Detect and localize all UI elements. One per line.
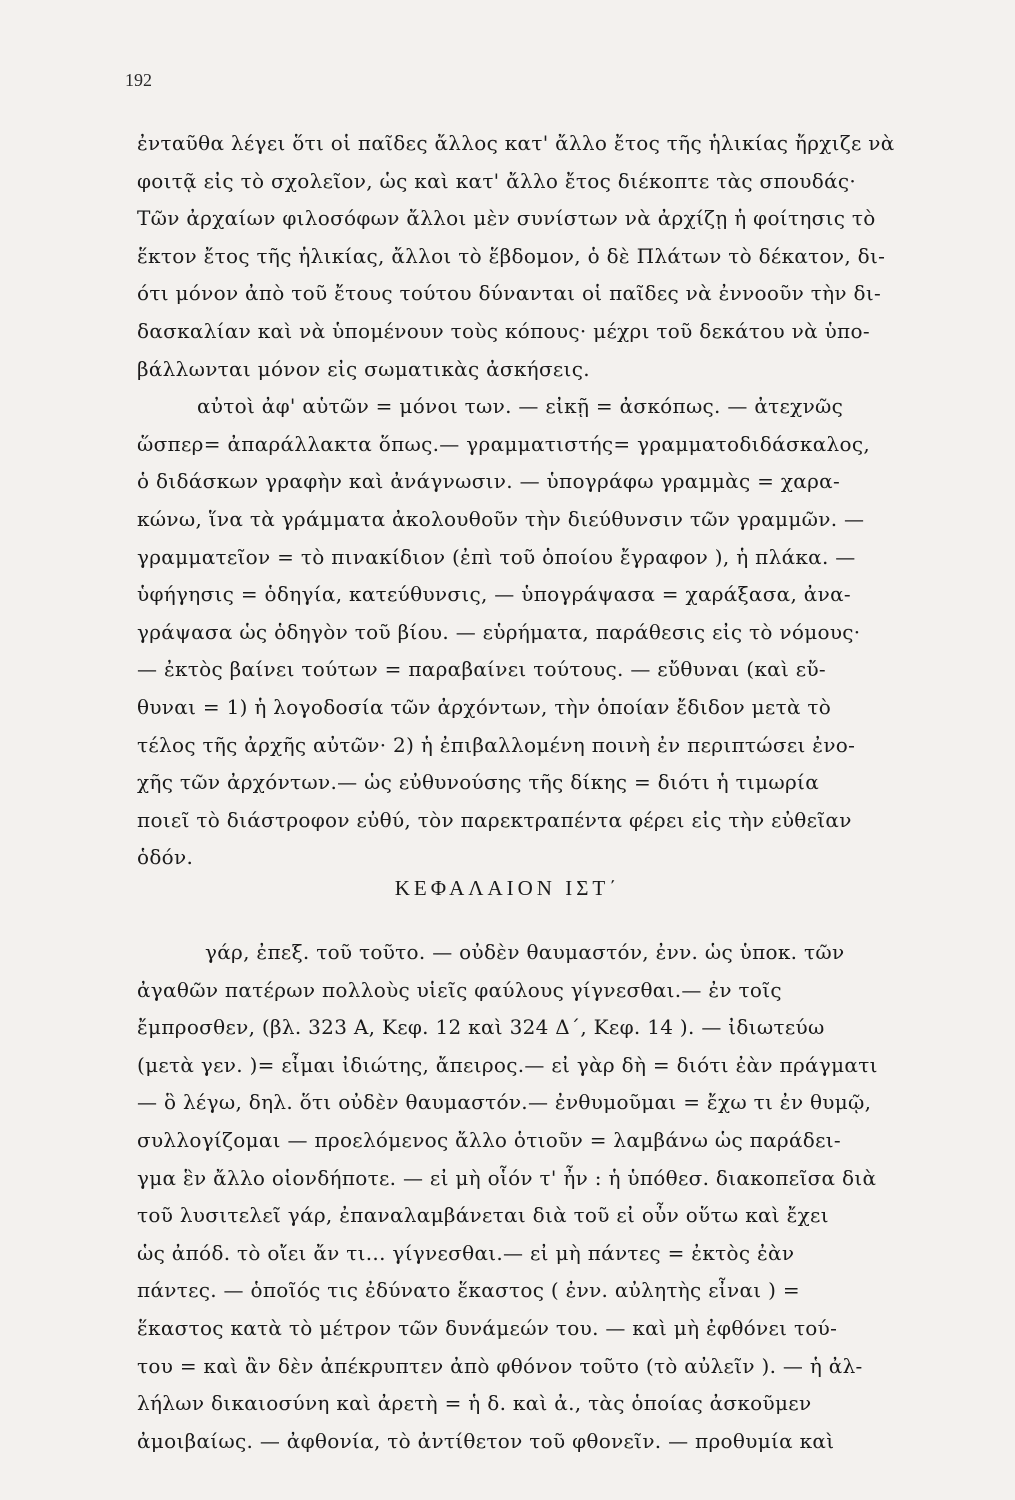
chapter-heading: ΚΕΦΑΛΑΙΟΝ ΙΣΤ΄ bbox=[394, 876, 621, 900]
text-line: ἕκαστος κατὰ τὸ μέτρον τῶν δυνάμεών του. — καὶ μὴ ἐφθόνει τού- bbox=[137, 1315, 838, 1340]
text-line: ὁ διδάσκων γραφὴν καὶ ἀνάγνωσιν. — ὑπογράφω γραμμὰς = χαρα- bbox=[137, 469, 841, 494]
text-line: ὑφήγησις = ὁδηγία, κατεύθυνσις, — ὑπογράψασα = χαράξασα, ἀνα- bbox=[137, 582, 851, 607]
text-line: ἕκτον ἔτος τῆς ἡλικίας, ἄλλοι τὸ ἕβδομον, ὁ δὲ Πλάτων τὸ δέκατον, δι- bbox=[137, 243, 886, 268]
text-line: Τῶν ἀρχαίων φιλοσόφων ἄλλοι μὲν συνίστων νὰ ἀρχίζῃ ἡ φοίτησις τὸ bbox=[137, 206, 876, 231]
text-line: δασκαλίαν καὶ νὰ ὑπομένουν τοὺς κόπους· μέχρι τοῦ δεκάτου νὰ ὑπο- bbox=[137, 318, 870, 343]
text-line: — ὃ λέγω, δηλ. ὅτι οὐδὲν θαυμαστόν.— ἐνθυμοῦμαι = ἔχω τι ἐν θυμῷ, bbox=[137, 1090, 872, 1115]
text-line: λήλων δικαιοσύνη καὶ ἀρετὴ = ἡ δ. καὶ ἀ., τὰς ὁποίας ἀσκοῦμεν bbox=[137, 1391, 812, 1416]
commentary-section-1 bbox=[137, 125, 997, 877]
text-line: ὁδόν. bbox=[137, 845, 194, 870]
text-line: ποιεῖ τὸ διάστροφον εὐθύ, τὸν παρεκτραπέντα φέρει εἰς τὴν εὐθεῖαν bbox=[137, 807, 852, 832]
commentary-section-2 bbox=[137, 934, 997, 1460]
text-line: ἔμπροσθεν, (βλ. 323 Α, Κεφ. 12 καὶ 324 Δ΄, Κεφ. 14 ). — ἰδιωτεύω bbox=[137, 1015, 825, 1040]
text-line: γάρ, ἐπεξ. τοῦ τοῦτο. — οὐδὲν θαυμαστόν, ἐνν. ὡς ὑποκ. τῶν bbox=[205, 940, 845, 964]
page-number: 192 bbox=[125, 70, 152, 90]
text-line: τοῦ λυσιτελεῖ γάρ, ἐπαναλαμβάνεται διὰ τοῦ εἰ οὖν οὕτω καὶ ἔχει bbox=[137, 1203, 829, 1228]
text-line: αὐτοὶ ἀφ' αὑτῶν = μόνοι των. — εἰκῇ = ἀσκόπως. — ἀτεχνῶς bbox=[197, 394, 844, 419]
text-line: πάντες. — ὁποῖός τις ἐδύνατο ἕκαστος ( ἐνν. αὐλητὴς εἶναι ) = bbox=[137, 1278, 800, 1303]
text-line: ὡς ἀπόδ. τὸ οἴει ἄν τι... γίγνεσθαι.— εἰ μὴ πάντες = ἐκτὸς ἐὰν bbox=[137, 1240, 795, 1265]
text-line: φοιτᾷ εἰς τὸ σχολεῖον, ὡς καὶ κατ' ἄλλο ἔτος διέκοπτε τὰς σπουδάς· bbox=[137, 168, 857, 193]
text-line: χῆς τῶν ἀρχόντων.— ὡς εὐθυνούσης τῆς δίκης = διότι ἡ τιμωρία bbox=[137, 770, 820, 795]
text-line: θυναι = 1) ἡ λογοδοσία τῶν ἀρχόντων, τὴν ὁποίαν ἔδιδον μετὰ τὸ bbox=[137, 694, 832, 719]
text-line: γμα ἓν ἄλλο οἱονδήποτε. — εἰ μὴ οἷόν τ' ἦν : ἡ ὑπόθεσ. διακοπεῖσα διὰ bbox=[137, 1165, 877, 1190]
text-line: γραμματεῖον = τὸ πινακίδιον (ἐπὶ τοῦ ὁποίου ἔγραφον ), ἡ πλάκα. — bbox=[137, 544, 856, 569]
text-line: συλλογίζομαι — προελόμενος ἄλλο ὁτιοῦν = λαμβάνω ὡς παράδει- bbox=[137, 1127, 841, 1152]
text-line: (μετὰ γεν. )= εἶμαι ἰδιώτης, ἄπειρος.— εἰ γὰρ δὴ = διότι ἐὰν πράγματι bbox=[137, 1052, 878, 1077]
text-line: τέλος τῆς ἀρχῆς αὐτῶν· 2) ἡ ἐπιβαλλομένη ποινὴ ἐν περιπτώσει ἐνο- bbox=[137, 732, 856, 757]
text-line: ἀγαθῶν πατέρων πολλοὺς υἱεῖς φαύλους γίγνεσθαι.— ἐν τοῖς bbox=[137, 977, 782, 1002]
text-line: κώνω, ἵνα τὰ γράμματα ἀκολουθοῦν τὴν διεύθυνσιν τῶν γραμμῶν. — bbox=[137, 506, 865, 531]
text-line: του = καὶ ἂν δὲν ἀπέκρυπτεν ἀπὸ φθόνον τοῦτο (τὸ αὐλεῖν ). — ἡ ἀλ- bbox=[137, 1353, 863, 1378]
text-line: ότι μόνον ἀπὸ τοῦ ἔτους τούτου δύνανται οἱ παῖδες νὰ ἐννοοῦν τὴν δι- bbox=[137, 281, 882, 306]
text-line: βάλλωνται μόνον εἰς σωματικὰς ἀσκήσεις. bbox=[137, 356, 590, 381]
text-line: γράψασα ὡς ὁδηγὸν τοῦ βίου. — εὑρήματα, παράθεσις εἰς τὸ νόμους· bbox=[137, 619, 861, 644]
text-line: ἐνταῦθα λέγει ὅτι οἱ παῖδες ἄλλος κατ' ἄλλο ἔτος τῆς ἡλικίας ἤρχιζε νὰ bbox=[137, 131, 895, 155]
text-line: ὥσπερ= ἀπαράλλακτα ὅπως.— γραμματιστής= γραμματοδιδάσκαλος, bbox=[137, 431, 870, 456]
text-line: ἀμοιβαίως. — ἀφθονία, τὸ ἀντίθετον τοῦ φθονεῖν. — προθυμία καὶ bbox=[137, 1428, 835, 1453]
text-line: — ἐκτὸς βαίνει τούτων = παραβαίνει τούτους. — εὔθυναι (καὶ εὔ- bbox=[137, 657, 826, 682]
